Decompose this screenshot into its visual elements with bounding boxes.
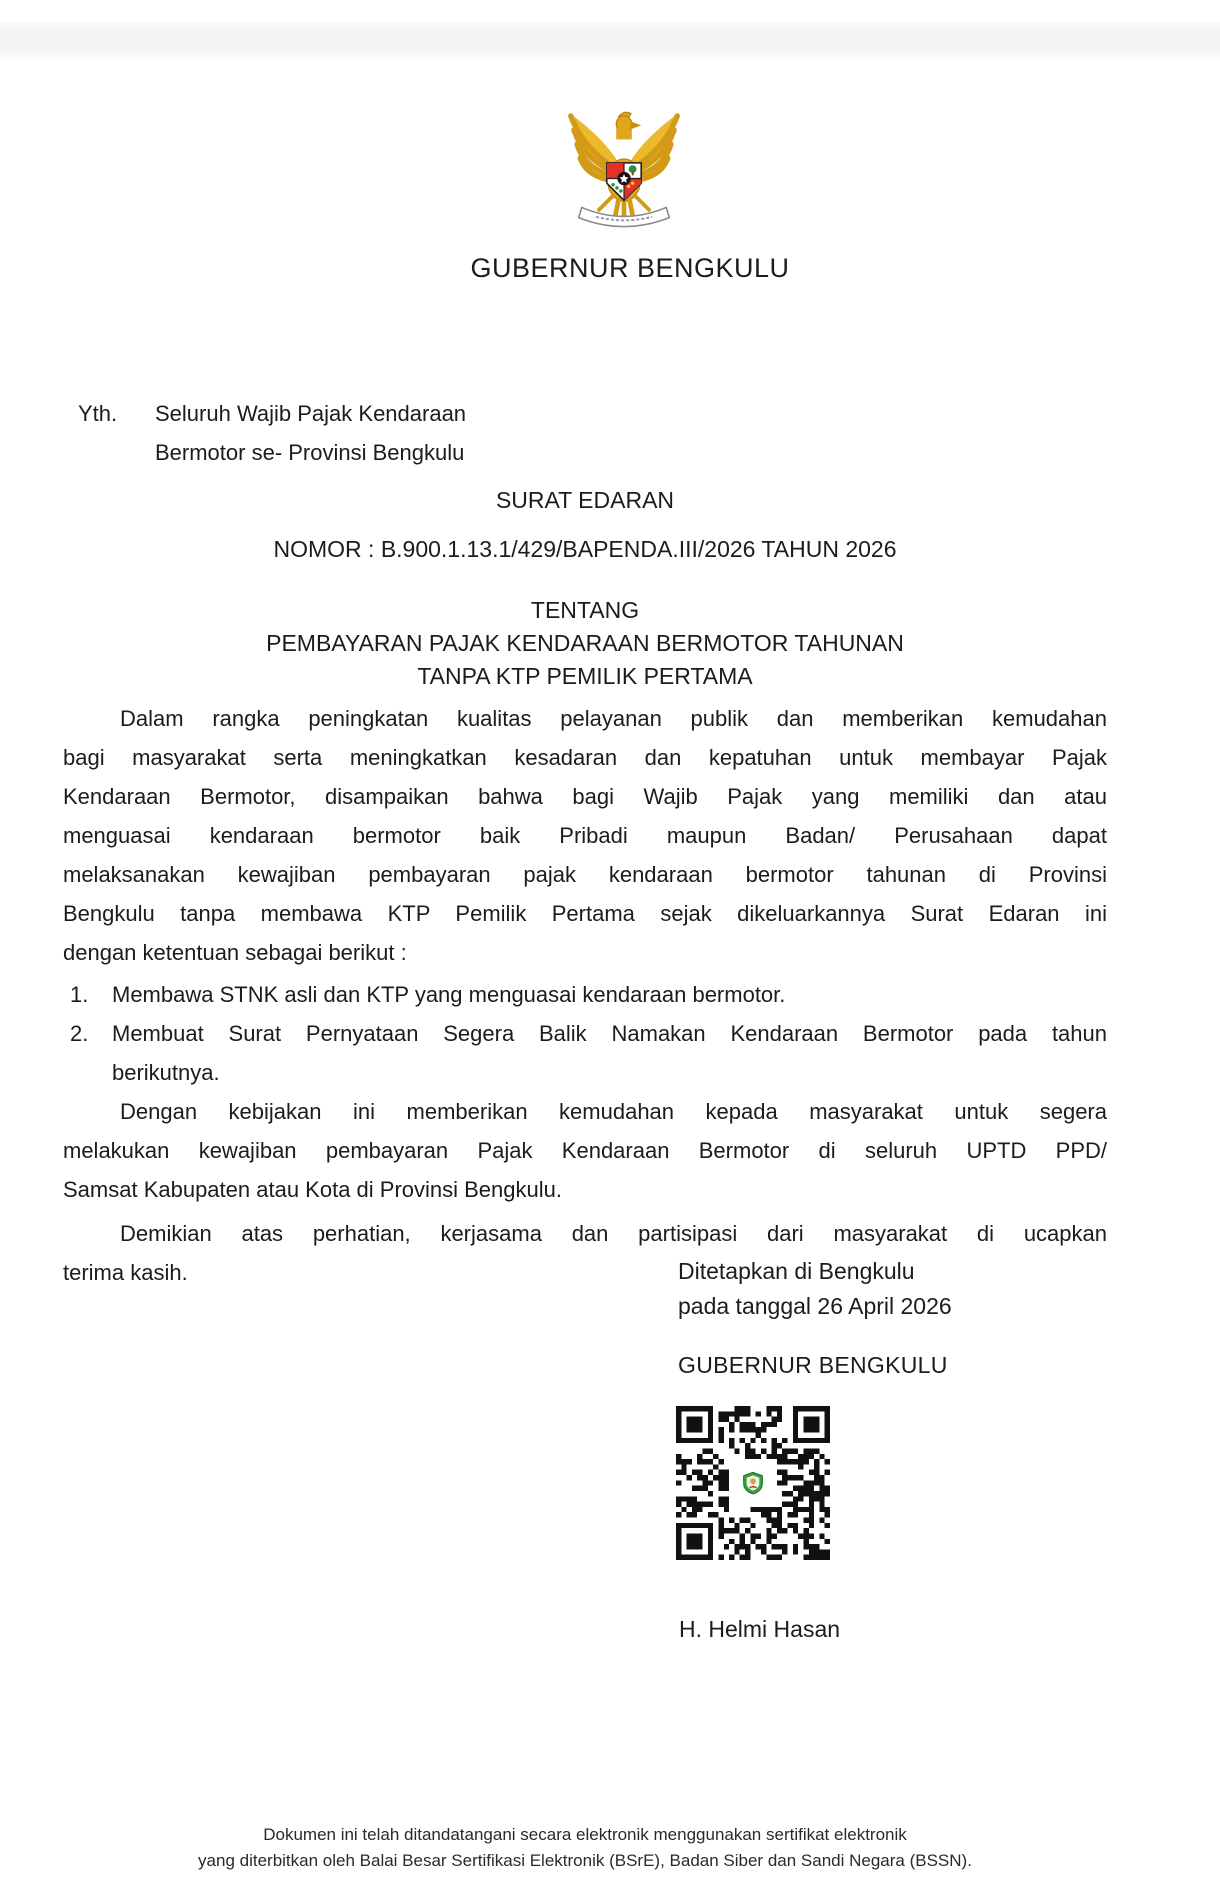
- text-line: Demikian atas perhatian, kerjasama dan partisipasi dari masyarakat di ucapkan: [120, 1221, 1107, 1246]
- signature-block: [678, 1254, 952, 1383]
- signer-name: H. Helmi Hasan: [679, 1616, 841, 1642]
- text-line: Dengan kebijakan ini memberikan kemudahan kepada masyarakat untuk segera: [120, 1099, 1107, 1124]
- addressee-line: Bermotor se- Provinsi Bengkulu: [155, 440, 465, 465]
- list-item-text: [112, 1014, 1107, 1092]
- signature-office: GUBERNUR BENGKULU: [678, 1352, 948, 1378]
- text-line: menguasai kendaraan bermotor baik Pribadi maupun Badan/ Perusahaan dapat: [63, 823, 1107, 848]
- text-line: melaksanakan kewajiban pembayaran pajak kendaraan bermotor tahunan di Provinsi: [63, 862, 1107, 887]
- numbered-list: [63, 975, 1107, 1092]
- addressee-block: [63, 394, 1107, 472]
- text-line: Membawa STNK asli dan KTP yang menguasai kendaraan bermotor.: [112, 982, 786, 1007]
- text-line: Dalam rangka peningkatan kualitas pelayanan publik dan memberikan kemudahan: [120, 706, 1107, 731]
- about-label: TENTANG: [530, 597, 640, 623]
- about-line: TANPA KTP PEMILIK PERTAMA: [417, 663, 753, 689]
- disclaimer-line: yang diterbitkan oleh Balai Besar Sertifikasi Elektronik (BSrE), Badan Siber dan Sandi Negara (BSSN).: [198, 1851, 972, 1870]
- letter-body: [63, 699, 1107, 1292]
- electronic-signature-disclaimer: [63, 1822, 1107, 1874]
- about-line: PEMBAYARAN PAJAK KENDARAAN BERMOTOR TAHUNAN: [266, 630, 904, 656]
- list-item-text: [112, 975, 1107, 1014]
- doc-about-heading: [63, 594, 1107, 693]
- garuda-pancasila-emblem-icon: [538, 100, 710, 237]
- letterhead: [0, 100, 1220, 284]
- doc-number-heading: NOMOR : B.900.1.13.1/429/BAPENDA.III/2026 TAHUN 2026: [273, 536, 897, 562]
- text-line: melakukan kewajiban pembayaran Pajak Kendaraan Bermotor di seluruh UPTD PPD/: [63, 1138, 1107, 1163]
- text-line: terima kasih.: [63, 1260, 188, 1285]
- text-line: berikutnya.: [112, 1060, 220, 1085]
- addressee-salutation: Yth.: [78, 401, 118, 426]
- signature-qr-code: [676, 1406, 830, 1560]
- page-title: GUBERNUR BENGKULU: [470, 253, 790, 283]
- addressee-line: Seluruh Wajib Pajak Kendaraan: [155, 401, 467, 426]
- list-number: 1.: [70, 982, 89, 1007]
- qr-center-shield-icon: [739, 1469, 767, 1497]
- paragraph: [63, 699, 1107, 972]
- text-line: Samsat Kabupaten atau Kota di Provinsi Bengkulu.: [63, 1177, 562, 1202]
- signature-place: Ditetapkan di Bengkulu: [678, 1258, 915, 1284]
- text-line: Kendaraan Bermotor, disampaikan bahwa bagi Wajib Pajak yang memiliki dan atau: [63, 784, 1107, 809]
- text-line: dengan ketentuan sebagai berikut :: [63, 940, 407, 965]
- scan-artifact-band: [0, 22, 1220, 59]
- disclaimer-line: Dokumen ini telah ditandatangani secara elektronik menggunakan sertifikat elektronik: [263, 1825, 907, 1844]
- addressee-lines: [155, 394, 466, 472]
- list-item: [63, 975, 1107, 1014]
- signature-date: pada tanggal 26 April 2026: [678, 1293, 952, 1319]
- list-number: 2.: [70, 1021, 89, 1046]
- doc-type-heading: SURAT EDARAN: [495, 487, 675, 513]
- list-item: [63, 1014, 1107, 1092]
- text-line: Membuat Surat Pernyataan Segera Balik Namakan Kendaraan Bermotor pada tahun: [112, 1021, 1107, 1046]
- text-line: Bengkulu tanpa membawa KTP Pemilik Pertama sejak dikeluarkannya Surat Edaran ini: [63, 901, 1107, 926]
- paragraph: [63, 1092, 1107, 1209]
- text-line: bagi masyarakat serta meningkatkan kesadaran dan kepatuhan untuk membayar Pajak: [63, 745, 1107, 770]
